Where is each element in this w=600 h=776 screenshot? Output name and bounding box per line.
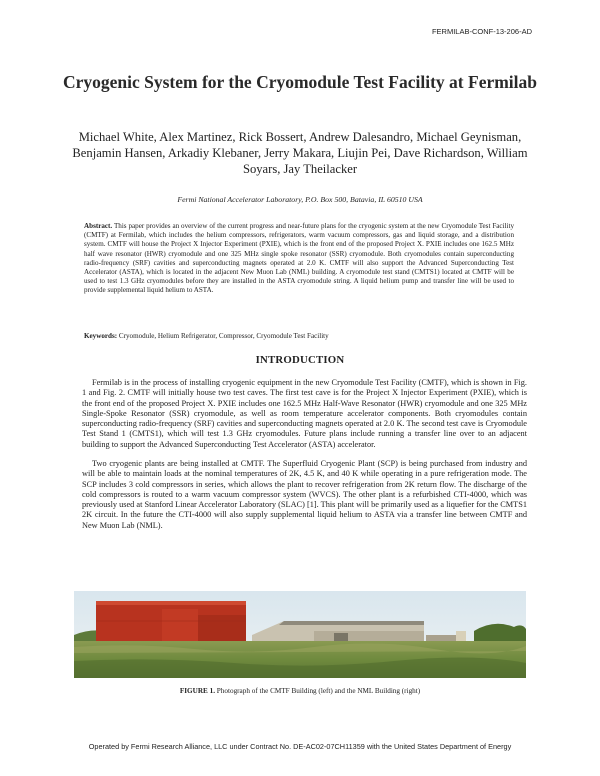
abstract-label: Abstract. [84,222,113,230]
keywords [84,332,514,340]
keywords-text: Cryomodule, Helium Refrigerator, Compressor, Cryomodule Test Facility [117,332,329,340]
section-heading: INTRODUCTION [255,354,345,366]
footer-note: Operated by Fermi Research Alliance, LLC under Contract No. DE-AC02-07CH11359 with the United States Department of Energy [88,742,512,751]
affiliation: Fermi National Accelerator Laboratory, P.O. Box 500, Batavia, IL 60510 USA [177,195,423,204]
report-id: FERMILAB-CONF-13-206-AD [431,27,532,36]
figure-photo [74,591,526,678]
author-list: Michael White, Alex Martinez, Rick Bossert, Andrew Dalesandro, Michael Geynisman, Benjamin Hansen, Arkadiy Klebaner, Jerry Makara, Liujin Pei, Dave Richardson, William Soyars, Jay Theilacker [72,130,528,176]
figure-caption [60,687,540,695]
paragraph-text: Two cryogenic plants are being installed at CMTF. The Superfluid Cryogenic Plant (SCP) is being purchased from industry and will be able to maintain loads at the nominal temperatures of 2K, 4.5 K, and 40 K while operating in a pure refrigeration mode. The SCP includes 3 cold compressors in series, which allows the plant to recover refrigeration from 2K return flow. The discharge of the cold compressors is routed to a warm vacuum compressor system (WVCS). The other plant is a refurbished CTI-4000, which was previously used at Stanford Linear Accelerator Laboratory (SLAC) [1]. This plant will be primarily used as a liquefier for the CMTS1 2K circuit. In the future the CTI-4000 will also supply supplemental liquid helium to ASTA via a transfer line between CMTF and New Muon Lab (NML). [82,459,527,530]
body-paragraph [82,378,527,450]
paper-title: Cryogenic System for the Cryomodule Test Facility at Fermilab [62,72,538,92]
abstract [84,222,514,296]
figure-label: FIGURE 1. [179,687,215,695]
keywords-label: Keywords: [84,332,118,340]
paragraph-text: Fermilab is in the process of installing cryogenic equipment in the new Cryomodule Test Facility (CMTF), which is shown in Fig. 1 and Fig. 2. CMTF will initially house two test caves. The first test cave is for the Project X Injector Experiment (PXIE), which is the front end of the proposed Project X. PXIE includes one 162.5 MHz Half-Wave Resonator (HWR) cryomodule and one 325 MHz Single-Spoke Resonator (SSR) cryomodule, as well as room temperature accelerator components. Both cryomodules contain superconducting radio-frequency (SRF) cavities and superconducting magnets operated at 2.0 K. The second test cave is Cryomodule Test Stand 1 (CMTS1), which will test 1.3 GHz cryomodules. Future plans include running a transfer line over to an adjacent building to support the Advanced Superconducting Test Accelerator (ASTA) accelerator. [82,378,527,449]
body-paragraph [82,459,527,531]
abstract-text: This paper provides an overview of the current progress and near-future plans for the cryogenic system at the new Cryomodule Test Facility (CMTF) at Fermilab, which includes the helium compressors, refrigerators, warm vacuum compressors, gas and liquid storage, and a distribution system. CMTF will house the Project X Injector Experiment (PXIE), which is the front end of the proposed Project X. PXIE includes one 162.5 MHz half wave resonator (HWR) cryomodule and one 325 MHz single spoke resonator (SSR) cryomodule. Both cryomodules contain superconducting radio-frequency (SRF) cavities and superconducting magnets operated at 2.0 K. CMTF will also support the Advanced Superconducting Test Accelerator (ASTA), which is located in the adjacent New Muon Lab (NML) building. A cryomodule test stand (CMTS1) located at CMTF will be used to test 1.3 GHz cryomodules before they are installed in the ASTA cryomodule string. A liquid helium pump and transfer line will be used to provide supplemental liquid helium to ASTA. [84,222,514,295]
figure-caption-text: Photograph of the CMTF Building (left) and the NML Building (right) [215,687,421,695]
